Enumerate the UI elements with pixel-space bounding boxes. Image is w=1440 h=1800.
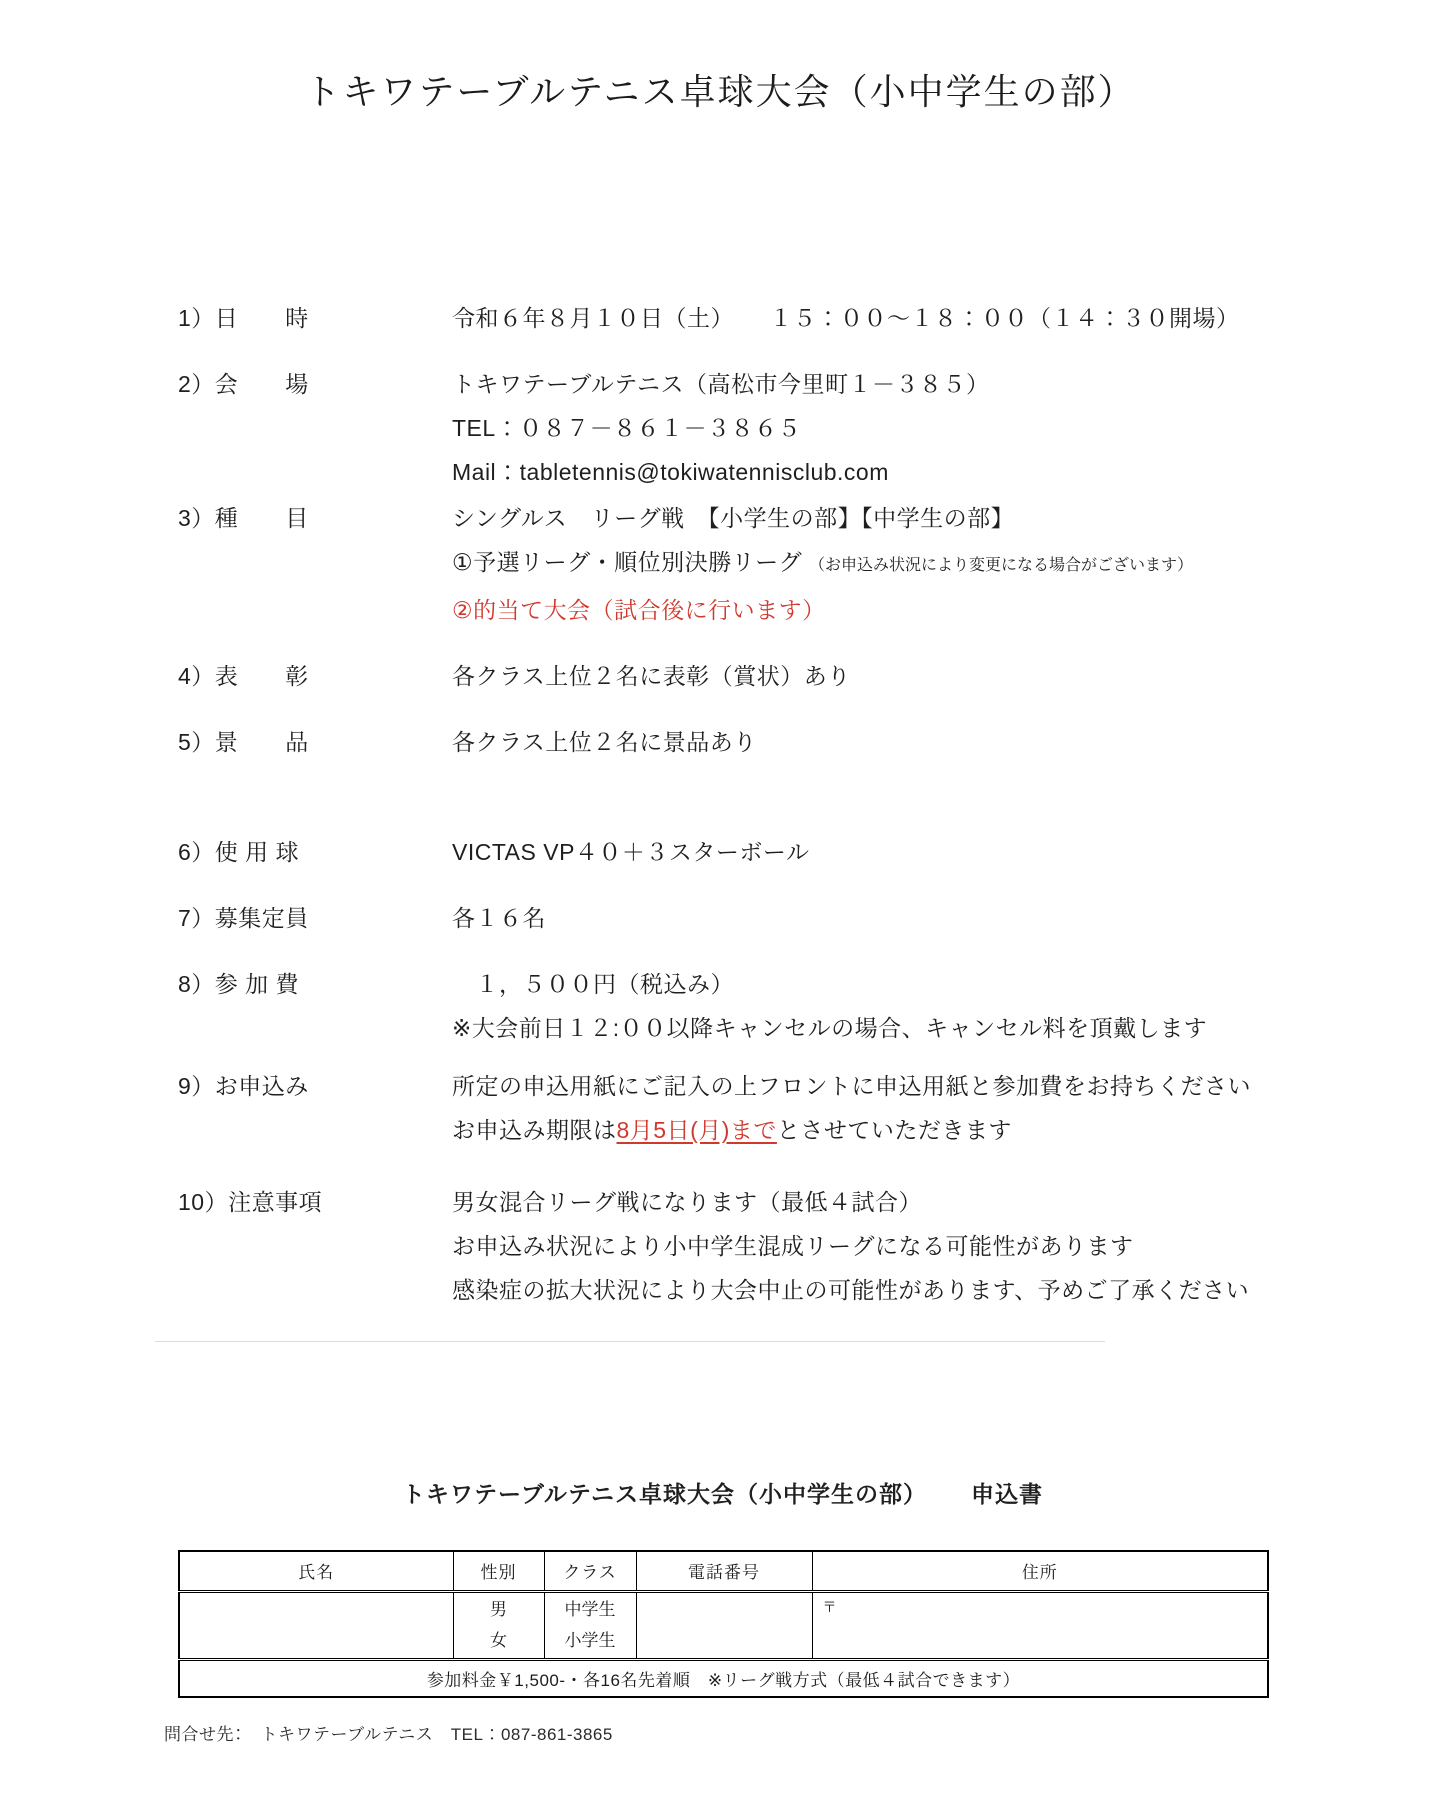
item-apply-value	[452, 1064, 1298, 1152]
item-events-value	[452, 496, 1298, 632]
application-form-title	[178, 1476, 1267, 1509]
venue-tel-line: TEL：０８７－８６１－３８６５	[452, 415, 802, 441]
gender-option-male: 男	[490, 1600, 507, 1619]
item-notes-label: 10）注意事項	[178, 1189, 323, 1215]
class-option-elementary: 小学生	[564, 1631, 616, 1650]
apply-line-2	[452, 1108, 1298, 1152]
phone-entry-cell	[636, 1591, 812, 1659]
gender-entry-cell	[453, 1591, 544, 1659]
fee-line-1: １，５００円（税込み）	[452, 971, 734, 997]
item-venue-value	[452, 362, 1298, 494]
notes-line-2: お申込み状況により小中学生混成リーグになる可能性があります	[452, 1233, 1134, 1259]
info-list	[178, 296, 1298, 1334]
gender-option-female: 女	[490, 1631, 507, 1650]
item-capacity-label: 7）募集定員	[178, 905, 309, 931]
item-ball-label: 6）使 用 球	[178, 839, 300, 865]
item-fee-label: 8）参 加 費	[178, 971, 300, 997]
item-awards	[178, 654, 1298, 698]
item-ball	[178, 830, 1298, 874]
application-form-title-text: トキワテーブルテニス卓球大会（小中学生の部）	[401, 1481, 927, 1507]
page-title: トキワテーブルテニス卓球大会（小中学生の部）	[304, 71, 1136, 112]
header-gender-cell: 性別	[453, 1551, 544, 1591]
application-table-header-row	[179, 1551, 1268, 1591]
class-entry-cell	[544, 1591, 636, 1659]
section-divider	[155, 1341, 1105, 1342]
events-line-2	[452, 540, 1298, 588]
events-line-3: ②的当て大会（試合後に行います）	[452, 597, 826, 623]
item-events-label: 3）種 目	[178, 505, 309, 531]
apply-deadline-pre: お申込み期限は	[452, 1117, 617, 1143]
item-datetime-value: 令和６年８月１０日（土） １５：００～１８：００（１４：３０開場）	[452, 305, 1240, 331]
item-venue	[178, 362, 1298, 494]
item-awards-label: 4）表 彰	[178, 663, 309, 689]
item-apply-label: 9）お申込み	[178, 1073, 309, 1099]
item-prizes	[178, 720, 1298, 764]
item-ball-value: VICTAS VP４０＋３スターボール	[452, 839, 810, 865]
item-capacity-value: 各１６名	[452, 905, 546, 931]
application-table-entry-row	[179, 1591, 1268, 1659]
venue-mail-line: Mail：tabletennis@tokiwatennisclub.com	[452, 459, 889, 485]
item-prizes-value: 各クラス上位２名に景品あり	[452, 729, 757, 755]
application-form-subtitle: 申込書	[971, 1481, 1043, 1507]
notes-line-1: 男女混合リーグ戦になります（最低４試合）	[452, 1189, 922, 1215]
item-fee-value	[452, 962, 1298, 1050]
events-line-2-main: ①予選リーグ・順位別決勝リーグ	[452, 549, 810, 575]
header-class-cell: クラス	[544, 1551, 636, 1591]
item-apply	[178, 1064, 1298, 1152]
item-notes	[178, 1180, 1298, 1312]
application-table	[178, 1550, 1269, 1698]
venue-name-line: トキワテーブルテニス（高松市今里町１－３８５）	[452, 371, 990, 397]
item-fee	[178, 962, 1298, 1050]
table-footer-note: 参加料金￥1,500-・各16名先着順 ※リーグ戦方式（最低４試合できます）	[179, 1659, 1268, 1697]
item-capacity	[178, 896, 1298, 940]
address-entry-cell	[812, 1591, 1268, 1659]
item-datetime	[178, 296, 1298, 340]
apply-deadline-post: とさせていただきます	[776, 1117, 1012, 1143]
fee-line-2: ※大会前日１２:００以降キャンセルの場合、キャンセル料を頂戴します	[452, 1015, 1208, 1041]
events-line-2-note: （お申込み状況により変更になる場合がございます）	[809, 557, 1194, 574]
events-line-1: シングルス リーグ戦 【小学生の部】【中学生の部】	[452, 505, 1015, 531]
contact-line: 問合せ先： トキワテーブルテニス TEL：087-861-3865	[164, 1725, 613, 1744]
apply-line-1: 所定の申込用紙にご記入の上フロントに申込用紙と参加費をお持ちください	[452, 1073, 1251, 1099]
item-datetime-label: 1）日 時	[178, 305, 309, 331]
notes-line-3: 感染症の拡大状況により大会中止の可能性があります、予めご了承ください	[452, 1277, 1250, 1303]
item-prizes-label: 5）景 品	[178, 729, 309, 755]
header-name-cell: 氏名	[179, 1551, 453, 1591]
class-option-junior-high: 中学生	[564, 1600, 616, 1619]
item-notes-value	[452, 1180, 1298, 1312]
name-entry-cell	[179, 1591, 453, 1659]
item-events	[178, 496, 1298, 632]
item-venue-label: 2）会 場	[178, 371, 309, 397]
header-address-cell: 住所	[812, 1551, 1268, 1591]
postal-mark: 〒	[822, 1598, 837, 1615]
item-awards-value: 各クラス上位２名に表彰（賞状）あり	[452, 663, 851, 689]
application-table-footer-row	[179, 1659, 1268, 1697]
header-phone-cell: 電話番号	[636, 1551, 812, 1591]
apply-deadline-date: 8月5日(月)まで	[616, 1117, 777, 1143]
